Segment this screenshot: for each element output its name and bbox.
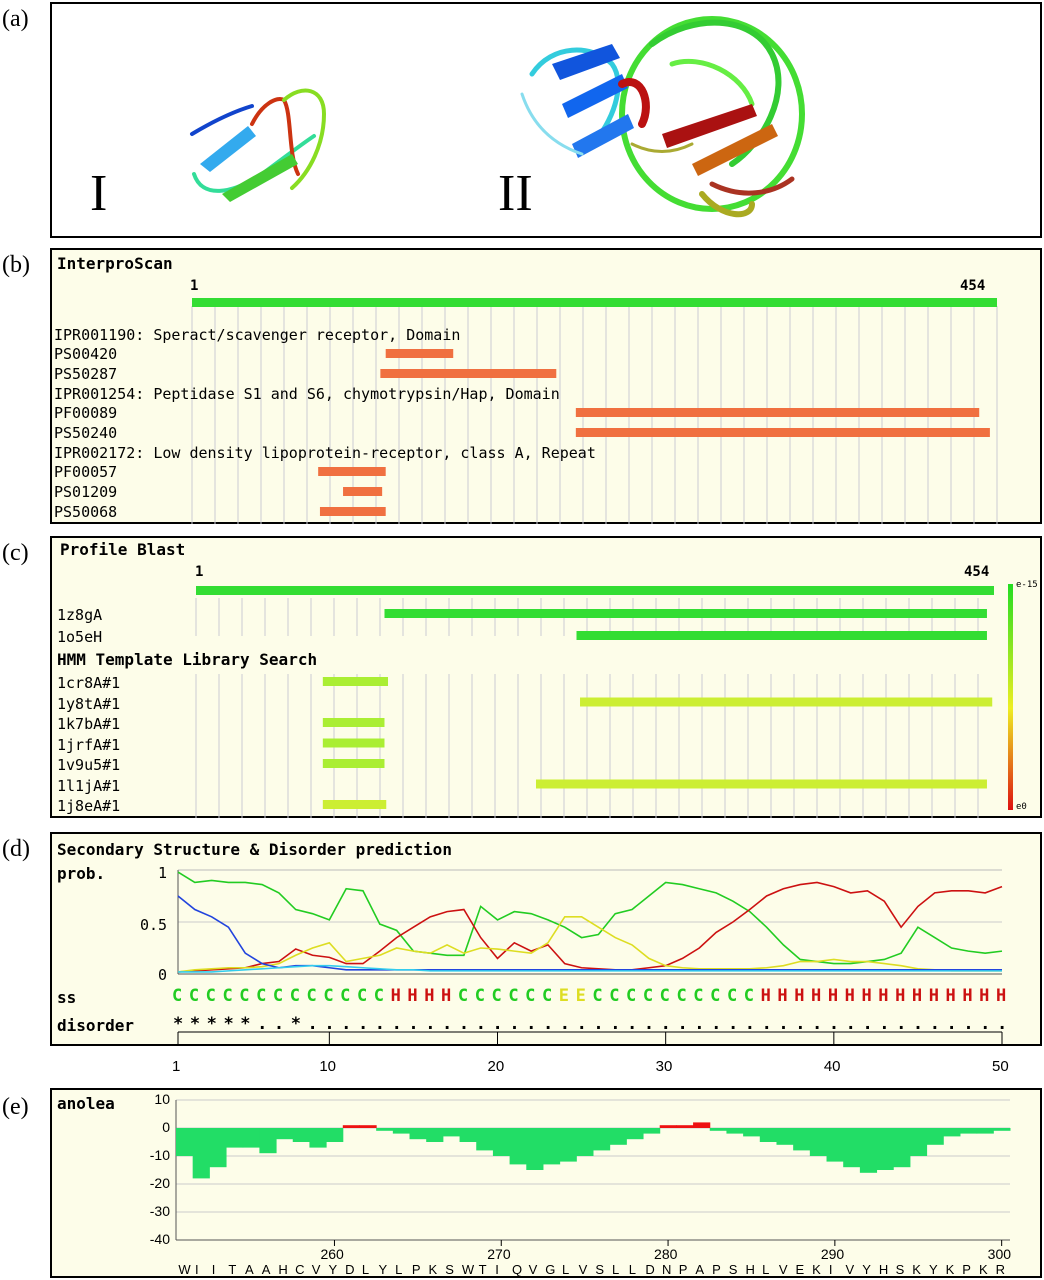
- secondary-structure-title: Secondary Structure & Disorder prediction: [57, 840, 452, 859]
- hmm-hit-label: 1j8eA#1: [57, 797, 121, 815]
- disorder-residue: .: [610, 1014, 621, 1034]
- disorder-residue: .: [273, 1014, 285, 1034]
- ss-residue: C: [474, 986, 485, 1006]
- anolea-bar: [443, 1128, 460, 1136]
- hmm-hit-label: 1jrfA#1: [57, 735, 121, 754]
- residue-letter: H: [878, 1262, 889, 1277]
- residue-letter: Q: [511, 1262, 523, 1277]
- panel-label-e: (e): [2, 1094, 29, 1120]
- ss-residue: H: [861, 986, 872, 1006]
- disorder-residue: *: [223, 1014, 234, 1034]
- interpro-match-bar: [576, 408, 979, 417]
- disorder-residue: *: [189, 1014, 201, 1034]
- interproscan-range-end: 454: [960, 278, 986, 294]
- ss-residue: H: [390, 986, 401, 1006]
- prob-series-line: [178, 882, 1002, 971]
- anolea-x-tick: 270: [487, 1246, 511, 1262]
- evalue-scale-top: e-15: [1016, 580, 1038, 590]
- ss-residue: C: [272, 986, 284, 1006]
- residue-letter: L: [361, 1262, 370, 1277]
- ss-residue: H: [424, 986, 435, 1006]
- residue-letter: R: [995, 1262, 1006, 1277]
- disorder-residue: *: [290, 1014, 301, 1034]
- anolea-bar: [843, 1128, 860, 1167]
- hmm-hit-label: 1l1jA#1: [57, 776, 121, 795]
- residue-letter: Y: [928, 1262, 938, 1277]
- interpro-domain-label: IPR001254: Peptidase S1 and S6, chymotrypsin/Hap, Domain: [54, 385, 560, 403]
- evalue-scale-bottom: e0: [1016, 802, 1027, 812]
- ss-residue: C: [373, 986, 385, 1006]
- interpro-match-bar: [320, 507, 386, 516]
- residue-letter: L: [395, 1262, 403, 1277]
- interpro-signature-label: PS00420: [54, 345, 118, 363]
- ss-residue: C: [609, 986, 620, 1006]
- ss-residue: H: [407, 986, 418, 1006]
- hmm-hit-label: 1v9u5#1: [57, 756, 121, 774]
- structure-ii-ribbon: [522, 19, 802, 214]
- prob-series-line: [178, 872, 1002, 964]
- prob-axis-label: prob.: [57, 864, 106, 883]
- anolea-bar: [276, 1128, 293, 1139]
- residue-letter: P: [712, 1262, 721, 1277]
- disorder-row-label: disorder: [57, 1016, 135, 1035]
- disorder-residue: .: [374, 1014, 386, 1034]
- residue-letter: K: [812, 1262, 821, 1277]
- residue-letter: H: [745, 1262, 755, 1277]
- residue-letter: I: [195, 1262, 199, 1277]
- residue-letter: D: [345, 1262, 355, 1277]
- anolea-bar: [376, 1128, 393, 1131]
- disorder-residue: .: [862, 1014, 873, 1034]
- residue-letter: C: [295, 1262, 305, 1277]
- anolea-bar: [977, 1128, 994, 1134]
- disorder-residue: .: [357, 1014, 369, 1034]
- disorder-residue: .: [812, 1014, 823, 1034]
- disorder-residue: .: [576, 1014, 587, 1034]
- residue-letter: S: [445, 1262, 454, 1277]
- panel-label-a: (a): [2, 6, 29, 32]
- disorder-residue: .: [559, 1014, 571, 1034]
- anolea-y-tick: -30: [149, 1203, 170, 1219]
- disorder-residue: .: [795, 1014, 806, 1034]
- anolea-bar: [259, 1128, 276, 1153]
- ss-residue: H: [928, 986, 939, 1006]
- residue-letter: K: [428, 1262, 438, 1277]
- anolea-bar: [993, 1128, 1010, 1131]
- structure-panel: [50, 2, 1042, 238]
- residue-letter: I: [495, 1262, 499, 1277]
- disorder-residue: .: [257, 1014, 268, 1034]
- ss-residue: C: [306, 986, 317, 1006]
- anolea-bar: [560, 1128, 577, 1162]
- anolea-bar: [510, 1128, 527, 1164]
- anolea-bar: [576, 1128, 593, 1156]
- disorder-residue: .: [593, 1014, 604, 1034]
- residue-letter: V: [778, 1262, 788, 1277]
- hmm-hit-bar: [323, 718, 385, 727]
- anolea-y-tick: 0: [162, 1119, 170, 1135]
- ss-residue: H: [878, 986, 889, 1006]
- ss-residue: C: [693, 986, 704, 1006]
- disorder-residue: .: [896, 1014, 907, 1034]
- anolea-x-tick: 280: [654, 1246, 678, 1262]
- anolea-bar: [593, 1128, 610, 1150]
- residue-letter: E: [795, 1262, 805, 1277]
- ss-residue: C: [188, 986, 200, 1006]
- anolea-bar: [410, 1128, 427, 1139]
- residue-letter: K: [912, 1262, 921, 1277]
- interproscan-sequence-bar: [192, 298, 997, 307]
- residue-letter: H: [278, 1262, 288, 1277]
- blast-hit-label: 1o5eH: [57, 628, 103, 646]
- anolea-y-tick: -10: [149, 1147, 170, 1163]
- anolea-x-tick: 260: [320, 1246, 344, 1262]
- anolea-bar: [343, 1125, 360, 1128]
- residue-letter: T: [478, 1262, 487, 1277]
- ss-residue: C: [626, 986, 637, 1006]
- disorder-residue: .: [912, 1014, 924, 1034]
- anolea-axis-label: anolea: [57, 1094, 115, 1113]
- profile-blast-title: Profile Blast: [60, 540, 186, 559]
- anolea-bar: [643, 1128, 660, 1134]
- ss-residue: C: [642, 986, 654, 1006]
- blast-hit-bar: [577, 631, 987, 640]
- ss-residue: C: [205, 986, 216, 1006]
- disorder-residue: .: [425, 1014, 436, 1034]
- ss-residue: C: [726, 986, 738, 1006]
- prob-series-line: [178, 917, 1002, 972]
- residue-letter: Y: [328, 1262, 338, 1277]
- anolea-bar: [860, 1128, 877, 1173]
- prob-tick-1: 1: [158, 864, 168, 882]
- hmm-title: HMM Template Library Search: [57, 650, 318, 669]
- structure-label-i: I: [90, 165, 108, 222]
- anolea-bar: [193, 1128, 210, 1178]
- disorder-residue: .: [475, 1014, 486, 1034]
- residue-letter: W: [461, 1262, 475, 1277]
- residue-letter: P: [962, 1262, 971, 1277]
- ss-residue: E: [558, 986, 570, 1006]
- disorder-residue: .: [408, 1014, 419, 1034]
- anolea-bar: [960, 1128, 977, 1134]
- disorder-residue: .: [492, 1014, 503, 1034]
- anolea-y-tick: -40: [149, 1231, 170, 1247]
- residue-letter: S: [728, 1262, 738, 1277]
- anolea-bar: [426, 1128, 443, 1142]
- anolea-x-tick: 290: [820, 1246, 845, 1262]
- interpro-domain-label: IPR001190: Speract/scavenger receptor, Domain: [54, 326, 461, 344]
- panel-label-b: (b): [2, 252, 30, 278]
- anolea-bar: [359, 1125, 376, 1128]
- disorder-residue: .: [324, 1014, 335, 1034]
- anolea-bar: [176, 1128, 193, 1156]
- disorder-residue: .: [946, 1014, 957, 1034]
- ss-row-label: ss: [57, 988, 77, 1007]
- profile-blast-sequence-bar: [196, 586, 994, 595]
- hmm-hit-bar: [323, 677, 388, 686]
- ss-residue: C: [541, 986, 553, 1006]
- residue-tick-label: 50: [992, 1058, 1009, 1075]
- residue-tick-label: 1: [172, 1058, 181, 1075]
- residue-letter: K: [945, 1262, 955, 1277]
- residue-letter: S: [895, 1262, 905, 1277]
- prob-tick-0-5: 0.5: [140, 916, 168, 934]
- hmm-hit-bar: [323, 800, 386, 809]
- ss-residue: C: [743, 986, 754, 1006]
- disorder-residue: .: [711, 1014, 722, 1034]
- disorder-residue: .: [509, 1014, 520, 1034]
- residue-letter: I: [211, 1262, 216, 1277]
- disorder-residue: .: [341, 1014, 352, 1034]
- residue-letter: V: [311, 1262, 321, 1277]
- anolea-bar: [660, 1125, 677, 1128]
- residue-letter: A: [695, 1262, 705, 1277]
- anolea-bar: [793, 1128, 810, 1150]
- panel-label-d: (d): [2, 836, 30, 862]
- interpro-signature-label: PS50287: [54, 365, 118, 383]
- anolea-bar: [393, 1128, 410, 1134]
- residue-letter: V: [578, 1262, 588, 1277]
- residue-letter: A: [261, 1262, 271, 1277]
- evalue-color-scale: [1008, 584, 1013, 810]
- disorder-residue: .: [458, 1014, 470, 1034]
- interpro-domain-label: IPR002172: Low density lipoprotein-receptor, class A, Repeat: [54, 444, 596, 462]
- residue-letter: V: [845, 1262, 855, 1277]
- residue-letter: D: [645, 1262, 655, 1277]
- anolea-y-tick: 10: [154, 1091, 170, 1107]
- disorder-residue: .: [879, 1014, 890, 1034]
- residue-letter: Y: [862, 1262, 871, 1277]
- interpro-match-bar: [318, 467, 386, 476]
- ss-residue: H: [441, 986, 452, 1006]
- prob-tick-0: 0: [158, 966, 168, 984]
- interpro-match-bar: [380, 369, 556, 378]
- anolea-bar: [710, 1128, 727, 1131]
- profile-blast-track: [52, 538, 1044, 820]
- anolea-bar: [743, 1128, 760, 1136]
- ss-residue: C: [676, 986, 687, 1006]
- interpro-signature-label: PS50240: [54, 424, 118, 442]
- disorder-residue: .: [627, 1014, 638, 1034]
- ss-residue: C: [239, 986, 250, 1006]
- anolea-bar: [810, 1128, 827, 1156]
- disorder-residue: .: [391, 1014, 402, 1034]
- interproscan-panel: [50, 248, 1042, 524]
- disorder-residue: .: [542, 1014, 554, 1034]
- disorder-residue: .: [828, 1014, 840, 1034]
- interpro-signature-label: PS50068: [54, 503, 118, 521]
- ss-residue: C: [289, 986, 300, 1006]
- hmm-hit-label: 1cr8A#1: [57, 674, 121, 692]
- profile-blast-panel: [50, 536, 1042, 818]
- interpro-signature-label: PF00057: [54, 463, 118, 481]
- anolea-x-tick: 300: [987, 1246, 1012, 1262]
- hmm-hit-bar: [323, 739, 385, 748]
- anolea-bar: [293, 1128, 310, 1142]
- ss-residue: C: [525, 986, 536, 1006]
- disorder-residue: .: [643, 1014, 655, 1034]
- ss-residue: H: [844, 986, 855, 1006]
- hmm-hit-label: 1k7bA#1: [57, 715, 121, 733]
- anolea-bar: [893, 1128, 910, 1167]
- disorder-residue: .: [694, 1014, 705, 1034]
- ss-residue: H: [794, 986, 805, 1006]
- disorder-residue: .: [778, 1014, 789, 1034]
- residue-tick-label: 40: [823, 1058, 841, 1075]
- anolea-bar: [827, 1128, 844, 1162]
- residue-letter: P: [678, 1262, 688, 1277]
- interproscan-title: InterproScan: [57, 254, 173, 273]
- anolea-bar: [760, 1128, 777, 1142]
- disorder-residue: .: [761, 1014, 772, 1034]
- disorder-residue: .: [744, 1014, 755, 1034]
- interpro-match-bar: [343, 487, 382, 496]
- profile-blast-range-end: 454: [964, 564, 990, 580]
- residue-letter: I: [828, 1262, 833, 1277]
- ss-residue: C: [491, 986, 502, 1006]
- interpro-signature-label: PS01209: [54, 483, 118, 501]
- disorder-residue: .: [845, 1014, 856, 1034]
- anolea-bar: [927, 1128, 944, 1145]
- ss-residue: C: [356, 986, 368, 1006]
- residue-letter: N: [662, 1262, 672, 1277]
- disorder-residue: .: [980, 1014, 991, 1034]
- anolea-bar: [243, 1128, 260, 1148]
- disorder-residue: .: [526, 1014, 537, 1034]
- ss-residue: H: [996, 986, 1007, 1006]
- disorder-residue: .: [442, 1014, 453, 1034]
- hmm-hit-bar: [323, 759, 385, 768]
- residue-letter: K: [978, 1262, 988, 1277]
- prob-series-line: [178, 896, 1002, 970]
- residue-letter: P: [411, 1262, 421, 1277]
- anolea-bar: [726, 1128, 743, 1134]
- residue-letter: L: [612, 1262, 620, 1277]
- ss-residue: C: [659, 986, 670, 1006]
- disorder-residue: .: [963, 1014, 974, 1034]
- disorder-residue: *: [240, 1014, 251, 1034]
- interpro-match-bar: [576, 428, 990, 437]
- anolea-bar: [226, 1128, 243, 1148]
- disorder-residue: .: [997, 1014, 1008, 1034]
- anolea-bar: [877, 1128, 894, 1170]
- protein-structure-illustration: [52, 4, 1044, 240]
- residue-letter: Y: [378, 1262, 388, 1277]
- disorder-residue: .: [307, 1014, 318, 1034]
- ss-residue: H: [777, 986, 788, 1006]
- anolea-bar: [460, 1128, 477, 1142]
- ss-residue: H: [760, 986, 771, 1006]
- anolea-bar: [476, 1128, 493, 1150]
- ss-residue: C: [172, 986, 183, 1006]
- anolea-panel: [50, 1088, 1042, 1278]
- structure-label-ii: II: [498, 165, 533, 222]
- interproscan-range-start: 1: [190, 278, 199, 294]
- secondary-structure-panel: [50, 832, 1042, 1046]
- anolea-bar: [676, 1125, 693, 1128]
- anolea-bar: [543, 1128, 560, 1164]
- disorder-residue: *: [173, 1014, 184, 1034]
- residue-letter: L: [628, 1262, 636, 1277]
- ss-residue: H: [979, 986, 990, 1006]
- ss-residue: H: [827, 986, 839, 1006]
- ss-residue: C: [457, 986, 469, 1006]
- blast-hit-label: 1z8gA: [57, 606, 103, 624]
- residue-letter: S: [595, 1262, 604, 1277]
- residue-letter: T: [228, 1262, 237, 1277]
- panel-label-c: (c): [2, 540, 29, 566]
- blast-hit-bar: [384, 609, 986, 618]
- ss-residue: C: [592, 986, 603, 1006]
- ss-residue: C: [508, 986, 519, 1006]
- anolea-bar: [493, 1128, 510, 1156]
- structure-i-ribbon: [192, 91, 324, 202]
- anolea-bar: [910, 1128, 927, 1156]
- disorder-residue: .: [727, 1014, 739, 1034]
- anolea-bar: [326, 1128, 343, 1142]
- residue-tick-label: 30: [655, 1058, 673, 1075]
- ss-residue: C: [340, 986, 351, 1006]
- ss-residue: C: [256, 986, 267, 1006]
- interpro-match-bar: [386, 349, 454, 358]
- ss-residue: H: [911, 986, 923, 1006]
- residue-letter: A: [245, 1262, 254, 1277]
- hmm-hit-label: 1y8tA#1: [57, 694, 121, 713]
- ss-residue: H: [962, 986, 973, 1006]
- interpro-signature-label: PF00089: [54, 404, 118, 422]
- residue-letter: W: [178, 1262, 191, 1277]
- anolea-y-tick: -20: [149, 1175, 170, 1191]
- hmm-hit-bar: [536, 780, 987, 789]
- ss-residue: H: [895, 986, 906, 1006]
- residue-letter: L: [762, 1262, 770, 1277]
- ss-residue: C: [710, 986, 721, 1006]
- disorder-residue: .: [929, 1014, 940, 1034]
- anolea-bar: [309, 1128, 326, 1148]
- residue-letter: L: [561, 1262, 570, 1277]
- ss-residue: H: [945, 986, 956, 1006]
- anolea-bar: [776, 1128, 793, 1145]
- anolea-bar: [943, 1128, 960, 1136]
- anolea-bar: [209, 1128, 226, 1167]
- residue-letter: G: [545, 1262, 556, 1277]
- ss-residue: H: [811, 986, 822, 1006]
- disorder-residue: .: [660, 1014, 671, 1034]
- hmm-hit-bar: [580, 698, 992, 707]
- residue-tick-label: 10: [319, 1058, 337, 1075]
- residue-letter: V: [528, 1262, 538, 1277]
- ss-residue: C: [222, 986, 233, 1006]
- anolea-bar: [610, 1128, 627, 1145]
- profile-blast-range-start: 1: [195, 564, 204, 580]
- disorder-residue: .: [677, 1014, 688, 1034]
- ss-residue: E: [575, 986, 586, 1006]
- disorder-residue: *: [206, 1014, 217, 1034]
- anolea-bar: [526, 1128, 543, 1170]
- ss-residue: C: [323, 986, 334, 1006]
- anolea-bar: [626, 1128, 643, 1139]
- anolea-bar: [693, 1122, 710, 1128]
- residue-tick-label: 20: [487, 1058, 505, 1075]
- anolea-chart: [52, 1090, 1044, 1280]
